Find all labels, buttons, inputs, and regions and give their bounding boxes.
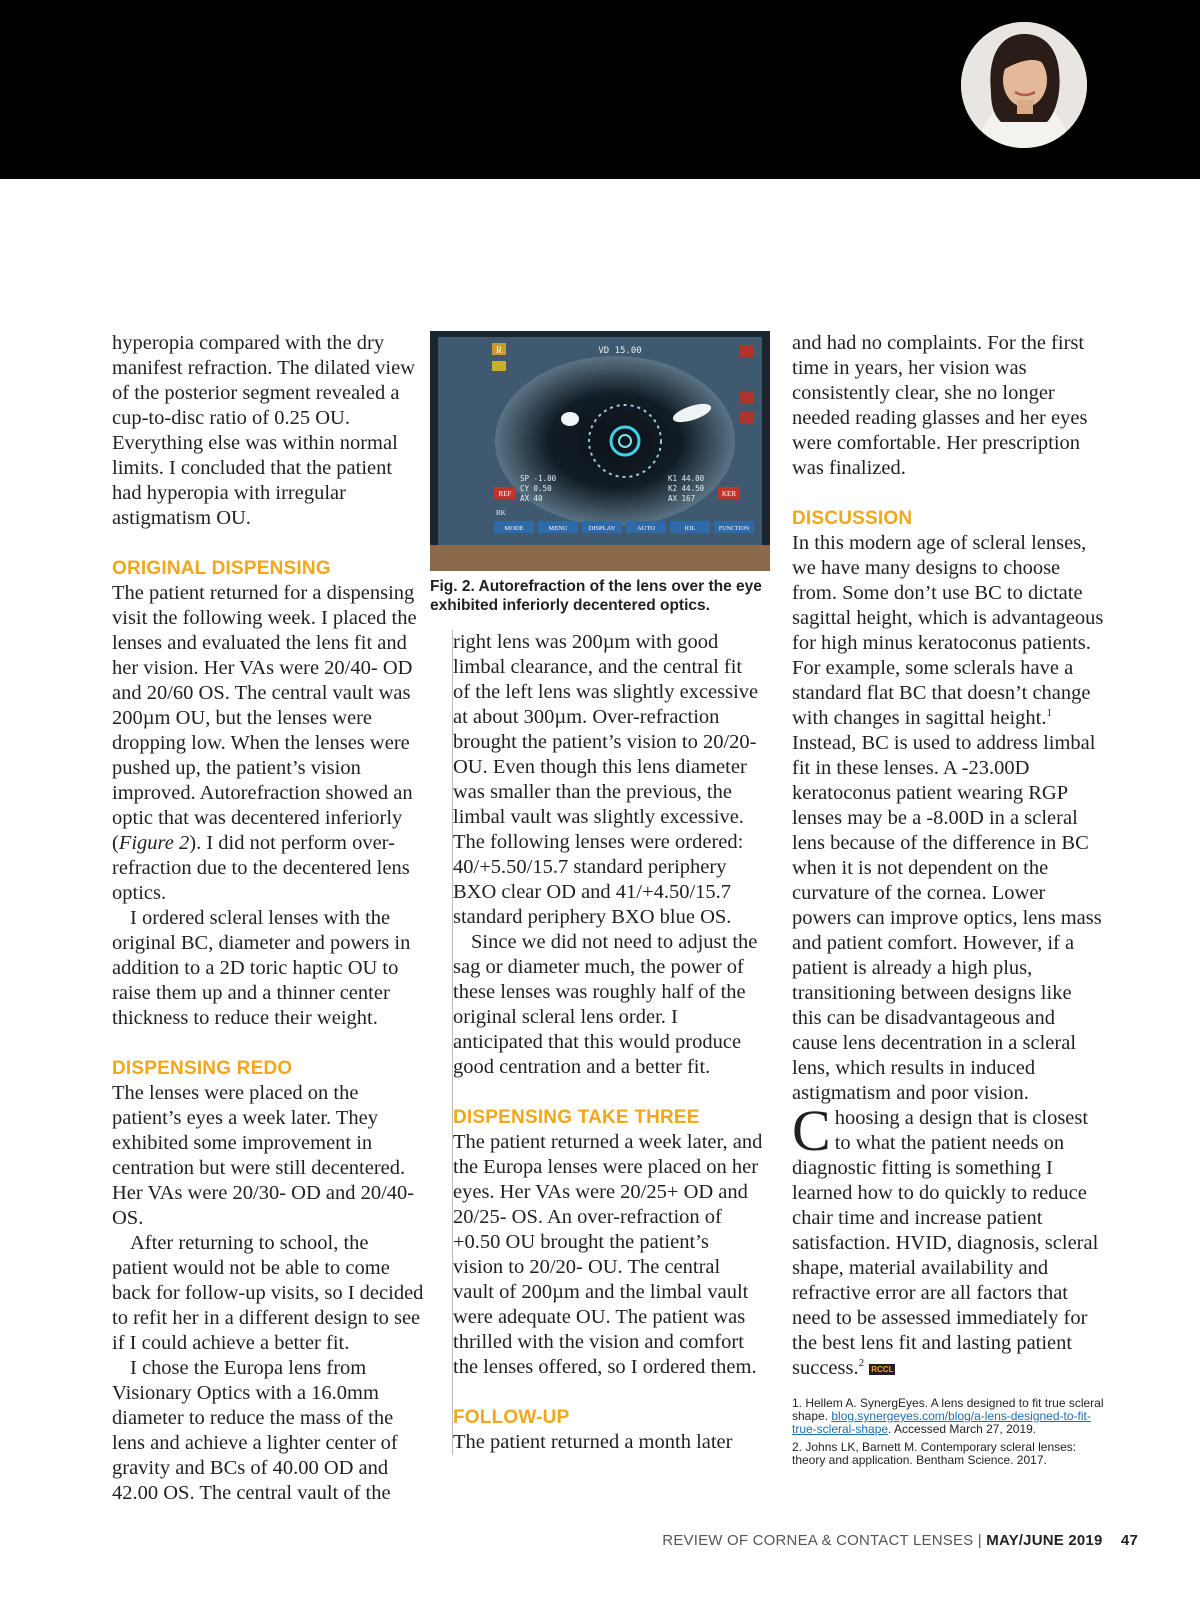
screen-ker-label: KER [722,490,736,498]
author-photo [961,22,1087,148]
screen-k1-value: K1 44.00 [668,474,705,483]
issue-date: MAY/JUNE 2019 [986,1532,1103,1549]
citation-1[interactable]: 1 [1046,707,1052,720]
paragraph: I chose the Europa lens from Visionary Optics with a 16.0mm diameter to reduce the mass of the lens and achieve a lighter center of gravity and BCs of 40.00 OD and 42.00 OS. The central vault of the [112,1357,398,1504]
footer-separator: | [977,1532,982,1549]
screen-k2-value: K2 44.50 [668,484,705,493]
paragraph: The lenses were placed on the patient’s eyes a week later. They exhibited some improvement in centration but were still decentered. Her VAs were 20/30- OD and 20/40- OS. [112,1082,415,1229]
reference-2: 2. Johns LK, Barnett M. Contemporary scleral lenses: theory and application. Bentham Science. 2017. [792,1440,1077,1467]
figure-2-autorefraction-photo [430,331,770,571]
screen-button-iol: IOL [684,525,696,532]
screen-ax2-value: AX 167 [668,494,696,503]
section-heading-follow-up: FOLLOW-UP [453,1407,570,1428]
section-heading-dispensing-redo: DISPENSING REDO [112,1058,293,1079]
column-2 [452,630,763,1455]
page-footer [662,1532,1138,1549]
paragraph: The patient returned for a dispensing visit the following week. I placed the lenses and evaluated the lens fit and her vision. Her VAs were 20/40- OD and 20/60 OS. The central vault was 200µm OU, but the lenses were dropping low. When the lenses were pushed up, the patient’s vision improved. Autorefraction showed an optic that was decentered inferiorly (Figure 2). I did not perform over-refraction due to the decentered lens optics. [112,582,417,904]
paragraph: Choosing a design that is closest to what the patient needs on diagnostic fitting is something I learned how to do quickly to reduce chair time and increase patient satisfaction. HVID, diagnosis, scleral shape, material availability and refractive error are all factors that need to be assessed immediately for the best lens fit and lasting patient success.$^2$ RCCL [792,1098,1099,1379]
paragraph: Since we did not need to adjust the sag or diameter much, the power of these lenses was roughly half of the original scleral lens order. I anticipated that this would produce good centration and a better fit. [453,931,758,1078]
journal-name: REVIEW OF CORNEA & CONTACT LENSES [662,1532,974,1549]
paragraph: The patient returned a week later, and the Europa lenses were placed on her eyes. Her VAs were 20/25+ OD and 20/25- OS. An over-refraction of +0.50 OU brought the patient’s vision to 20/20- OU. The central vault of 200µm and the limbal vault were adequate OU. The patient was thrilled with the vision and comfort the lenses offered, so I ordered them. [453,1131,763,1378]
section-heading-discussion: DISCUSSION [792,508,913,529]
paragraph: right lens was 200µm with good limbal clearance, and the central fit of the left lens was slightly excessive at about 300µm. Over-refraction brought the patient’s vision to 20/20- OU. Even though this lens diameter was smaller than the previous, the limbal vault was slightly excessive. The following lenses were ordered: 40/+5.50/15.7 standard periphery BXO clear OD and 41/+4.50/15.7 standard periphery BXO blue OS. [453,631,759,928]
screen-button-display: DISPLAY [588,525,616,532]
reference-1: 1. Hellem A. SynergEyes. A lens designed to fit true scleral shape. blog.synergeyes.com/blog/a-lens-designed-to-fit-true-scleral-shape. Accessed March 27, 2019. [792,1396,1104,1436]
section-heading-original-dispensing: ORIGINAL DISPENSING [112,558,331,579]
screen-button-function: FUNCTION [718,526,750,532]
citation-2[interactable]: 2 [858,1357,865,1370]
section-heading-dispensing-take-three: DISPENSING TAKE THREE [453,1107,700,1128]
page-number: 47 [1120,1532,1138,1549]
screen-button-mode: MODE [504,525,524,532]
screen-ax-value: AX 40 [520,494,543,503]
paragraph: hyperopia compared with the dry manifest refraction. The dilated view of the posterior segment revealed a cup-to-disc ratio of 0.25 OU. Everything else was within normal limits. I concluded that the patient had hyperopia with irregular astigmatism OU. [112,332,416,529]
rccl-end-mark: RCCL [871,1365,894,1374]
paragraph: and had no complaints. For the first time in years, her vision was consistently clear, she no longer needed reading glasses and her eyes were comfortable. Her prescription was finalized. [792,332,1088,479]
paragraph: The patient returned a month later [453,1431,733,1453]
paragraph: I ordered scleral lenses with the original BC, diameter and powers in addition to a 2D toric haptic OU to raise them up and a thinner center thickness to reduce their weight. [112,907,411,1029]
screen-ref-label: REF [498,490,512,498]
screen-sp-value: SP -1.00 [520,474,557,483]
screen-button-menu: MENU [548,525,568,532]
references [792,1397,1104,1472]
column-1 [112,331,424,1506]
paragraph: After returning to school, the patient would not be able to come back for follow-up visits, so I decided to refit her in a different design to see if I could achieve a better fit. [112,1232,424,1354]
screen-vd-readout: VD 15.00 [598,346,642,356]
screen-cy-value: CY 0.50 [520,484,552,493]
drop-cap: C [792,1098,831,1163]
screen-r-label: R [495,345,503,355]
screen-button-auto: AUTO [637,525,655,532]
screen-rk-label: RK [496,509,506,517]
figure-caption: Fig. 2. Autorefraction of the lens over the eye exhibited inferiorly decentered optics. [430,578,762,614]
paragraph: In this modern age of scleral lenses, we have many designs to choose from. Some don’t use BC to dictate sagittal height, which is advantageous for high minus keratoconus patients. For example, some sclerals have a standard flat BC that doesn’t change with changes in sagittal height.$^1$ Instead, BC is used to address limbal fit in these lenses. A -23.00D keratoconus patient wearing RGP lenses may be a -8.00D in a scleral lens because of the difference in BC when it is not dependent on the curvature of the cornea. Lower powers can improve optics, lens mass and patient comfort. However, if a patient is already a high plus, transitioning between designs like this can be disadvantageous and cause lens decentration in a scleral lens, which results in induced astigmatism and poor vision. [792,532,1104,1104]
reference-1-link[interactable]: blog.synergeyes.com/blog/a-lens-designed-to-fit-true-scleral-shape [792,1409,1091,1436]
column-3 [792,331,1104,1381]
